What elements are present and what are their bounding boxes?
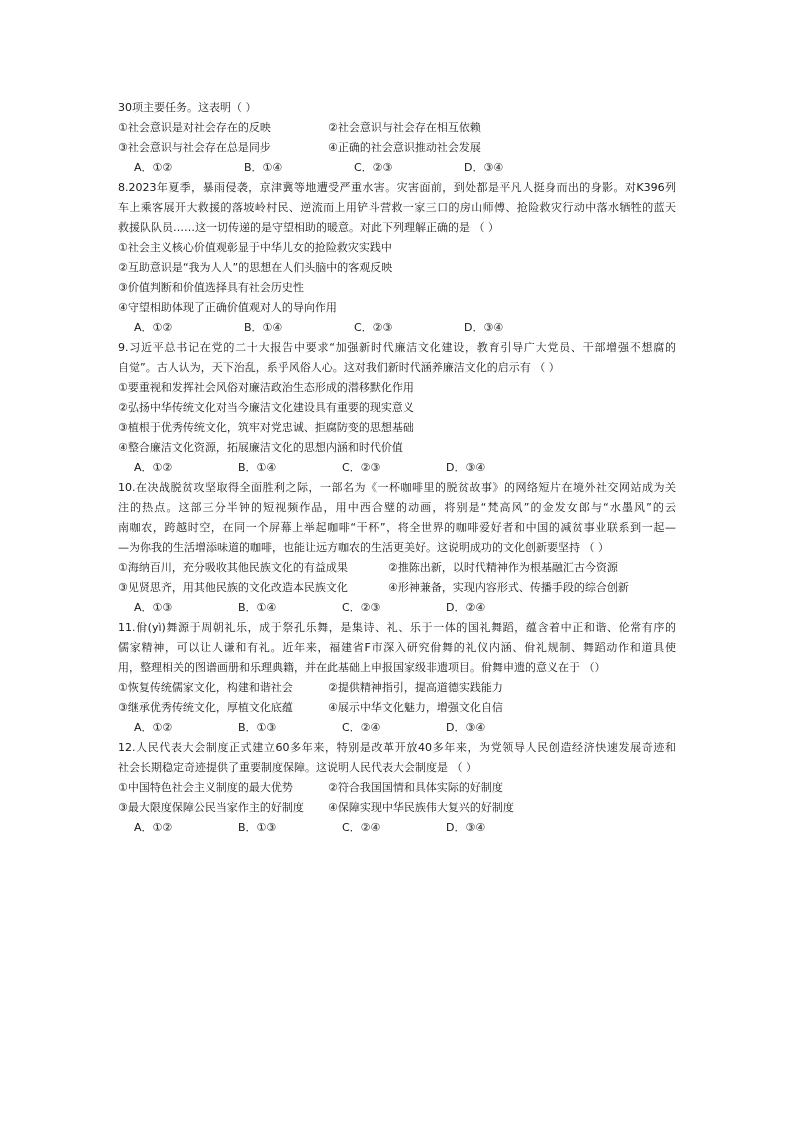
q10-answer-d: D．②④ bbox=[446, 601, 486, 614]
q7-options-row-2 bbox=[118, 138, 676, 158]
q10-option-4: ④形神兼备，实现内容形式、传播手段的综合创新 bbox=[388, 581, 629, 594]
q7-answers bbox=[118, 158, 676, 178]
q10-stem-line-2: 注的热点。这部三分半钟的短视频作品，用中西合璧的动画，将别是“梵高风”的金发女郎与“水墨风”的云 bbox=[118, 501, 676, 514]
q9-option-4: ④整合廉洁文化资源，拓展廉洁文化的思想内涵和时代价值 bbox=[118, 441, 403, 454]
q9-option-3: ③植根于优秀传统文化，筑牢对党忠诚、拒腐防变的思想基础 bbox=[118, 421, 414, 434]
q7-options-row-1 bbox=[118, 118, 676, 138]
q10-stem-line-4: —为你我的生活增添味道的咖啡，也能让远方咖农的生活更美好。这说明成功的文化创新要坚持 （ ） bbox=[118, 541, 609, 554]
q12-answer-a: A．①② bbox=[134, 821, 173, 834]
q10-stem-line-3: 南咖农，跨越时空，在同一个屏幕上举起咖啡“干杯”，将全世界的咖啡爱好者和中国的减贫事业联系到一起— bbox=[118, 521, 676, 534]
q8-option-3: ③价值判断和价值选择具有社会历史性 bbox=[118, 281, 304, 294]
q7-option-4: ④正确的社会意识推动社会发展 bbox=[328, 141, 481, 154]
q12-answers bbox=[118, 818, 676, 838]
q12-option-4: ④保障实现中华民族伟大复兴的好制度 bbox=[328, 801, 514, 814]
q7-option-1: ①社会意识是对社会存在的反映 bbox=[118, 121, 271, 134]
q10-answer-b: B．①④ bbox=[238, 601, 277, 614]
q11-stem-line-2: 儒家精神，可以让人谦和有礼。近年来，福建省F市深入研究佾舞的礼仪内涵、佾礼规制、舞蹈动作和道具使 bbox=[118, 641, 676, 654]
q12-stem-line-1: 12.人民代表大会制度正式建立60多年来，特别是改革开放40多年来，为党领导人民创造经济快速发展奇迹和 bbox=[118, 741, 676, 754]
q11-option-4: ④展示中华文化魅力，增强文化自信 bbox=[328, 701, 503, 714]
q11-options-row-2 bbox=[118, 698, 676, 718]
q10-option-3: ③见贤思齐，用其他民族的文化改造本民族文化 bbox=[118, 581, 348, 594]
q12-answer-d: D．③④ bbox=[446, 821, 486, 834]
q9-option-2: ②弘扬中华传统文化对当今廉洁文化建设具有重要的现实意义 bbox=[118, 401, 414, 414]
q9-answer-a: A．①② bbox=[134, 461, 173, 474]
q12-answer-b: B．①③ bbox=[238, 821, 277, 834]
q8-answers bbox=[118, 318, 676, 338]
q8-option-1: ①社会主义核心价值观彰显于中华儿女的抢险救灾实践中 bbox=[118, 241, 392, 254]
q7-answer-c: C．②③ bbox=[354, 161, 393, 174]
q9-answers bbox=[118, 458, 676, 478]
q8-answer-c: C．②③ bbox=[354, 321, 393, 334]
q7-stem: 30项主要任务。这表明（ ） bbox=[118, 101, 257, 114]
q11-option-3: ③继承优秀传统文化，厚植文化底蕴 bbox=[118, 701, 293, 714]
q7-option-3: ③社会意识与社会存在总是同步 bbox=[118, 141, 271, 154]
q8-answer-d: D．③④ bbox=[464, 321, 504, 334]
q11-answer-a: A．①② bbox=[134, 721, 173, 734]
q11-option-2: ②提供精神指引，提高道德实践能力 bbox=[328, 681, 503, 694]
q8-option-4: ④守望相助体现了正确价值观对人的导向作用 bbox=[118, 301, 337, 314]
q11-answer-b: B．①③ bbox=[238, 721, 277, 734]
q9-option-1: ①要重视和发挥社会风俗对廉洁政治生态形成的潜移默化作用 bbox=[118, 381, 414, 394]
question-list bbox=[118, 98, 676, 838]
q11-option-1: ①恢复传统儒家文化，构建和谐社会 bbox=[118, 681, 293, 694]
q8-answer-b: B．①④ bbox=[244, 321, 283, 334]
q7-answer-d: D．③④ bbox=[464, 161, 504, 174]
q12-answer-c: C．②④ bbox=[342, 821, 381, 834]
q9-stem-line-2: 自觉”。古人认为，天下治乱，系乎风俗人心。这对我们新时代涵养廉洁文化的启示有 （ ） bbox=[118, 361, 560, 374]
q10-answer-c: C．②③ bbox=[342, 601, 381, 614]
q8-answer-a: A．①② bbox=[134, 321, 173, 334]
q11-stem-line-3: 用，整理相关的图谱画册和乐理典籍，并在此基础上申报国家级非遗项目。佾舞申遗的意义在于 （） bbox=[118, 661, 606, 674]
q9-answer-b: B．①④ bbox=[238, 461, 277, 474]
q7-answer-a: A．①② bbox=[134, 161, 173, 174]
q9-answer-d: D．③④ bbox=[446, 461, 486, 474]
q11-answers bbox=[118, 718, 676, 738]
q12-option-2: ②符合我国国情和具体实际的好制度 bbox=[328, 781, 503, 794]
q10-answers bbox=[118, 598, 676, 618]
q11-answer-d: D．③④ bbox=[446, 721, 486, 734]
q9-stem-line-1: 9.习近平总书记在党的二十大报告中要求“加强新时代廉洁文化建设，教育引导广大党员、干部增强不想腐的 bbox=[118, 341, 676, 354]
q11-answer-c: C．②④ bbox=[342, 721, 381, 734]
q8-stem-line-3: 救援队队员……这一切传递的是守望相助的暖意。对此下列理解正确的是 （ ） bbox=[118, 221, 499, 234]
q10-options-row-1 bbox=[118, 558, 676, 578]
q12-option-1: ①中国特色社会主义制度的最大优势 bbox=[118, 781, 293, 794]
q11-stem-line-1: 11.佾(yì)舞源于周朝礼乐，成于祭孔乐舞，是集诗、礼、乐于一体的国礼舞蹈，蕴含着中正和谐、伦常有序的 bbox=[118, 621, 676, 634]
q8-stem-line-1: 8.2023年夏季，暴雨侵袭，京津冀等地遭受严重水害。灾害面前，到处都是平凡人挺身而出的身影。对K396列 bbox=[118, 181, 676, 194]
q7-option-2: ②社会意识与社会存在相互依赖 bbox=[328, 121, 481, 134]
q10-stem-line-1: 10.在决战脱贫攻坚取得全面胜利之际，一部名为《一杯咖啡里的脱贫故事》的网络短片在境外社交网站成为关 bbox=[118, 481, 676, 494]
q12-options-row-1 bbox=[118, 778, 676, 798]
q10-answer-a: A．①③ bbox=[134, 601, 173, 614]
q10-option-2: ②推陈出新，以时代精神作为根基融汇古今资源 bbox=[388, 561, 618, 574]
q8-stem-line-2: 车上乘客展开大救援的落坡岭村民、逆流而上用铲斗营救一家三口的房山师傅、抢险救灾行动中落水牺牲的蓝天 bbox=[118, 201, 676, 214]
q8-option-2: ②互助意识是“我为人人”的思想在人们头脑中的客观反映 bbox=[118, 261, 393, 274]
q10-option-1: ①海纳百川，充分吸收其他民族文化的有益成果 bbox=[118, 561, 348, 574]
q12-stem-line-2: 社会长期稳定奇迹提供了重要制度保障。这说明人民代表大会制度是 （ ） bbox=[118, 761, 477, 774]
q12-option-3: ③最大限度保障公民当家作主的好制度 bbox=[118, 801, 304, 814]
q12-options-row-2 bbox=[118, 798, 676, 818]
q10-options-row-2 bbox=[118, 578, 676, 598]
q7-answer-b: B．①④ bbox=[244, 161, 283, 174]
q9-answer-c: C．②③ bbox=[342, 461, 381, 474]
q11-options-row-1 bbox=[118, 678, 676, 698]
